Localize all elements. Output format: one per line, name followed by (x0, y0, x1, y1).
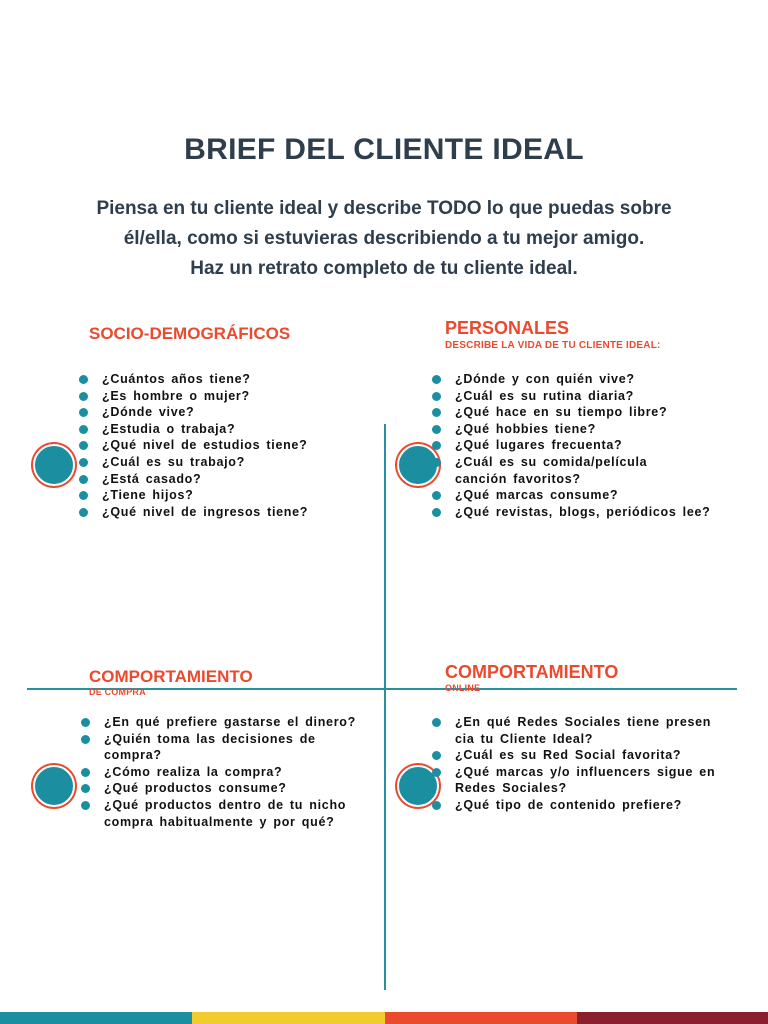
question-item (432, 404, 752, 421)
question-text: ¿Qué marcas y/o influencers sigue en (455, 764, 716, 779)
bullet-dot-icon (432, 375, 441, 384)
bullet-dot-icon (81, 801, 90, 810)
teal-circle-icon (33, 765, 75, 807)
bullet-dot-icon (79, 491, 88, 500)
bullet-dot-icon (432, 408, 441, 417)
color-bar-segment-teal (0, 1012, 192, 1024)
bullet-dot-icon (79, 508, 88, 517)
bullet-dot-icon (79, 441, 88, 450)
question-text: compra habitualmente y por qué? (104, 814, 335, 829)
color-bar-segment-orange (385, 1012, 577, 1024)
bullet-dot-icon (81, 735, 90, 744)
question-text: ¿Cuál es su rutina diaria? (455, 388, 635, 403)
question-item (79, 437, 369, 454)
question-item (432, 421, 752, 438)
section-heading-socio: SOCIO-DEMOGRÁFICOS (89, 324, 291, 343)
question-text: ¿Qué productos consume? (104, 781, 287, 796)
question-item (432, 747, 752, 764)
question-item (432, 714, 752, 747)
question-item (432, 437, 752, 454)
section-heading-online: COMPORTAMIENTO (445, 662, 619, 682)
question-text: ¿Quién toma las decisiones de (104, 731, 316, 746)
question-text: ¿Cuál es su Red Social favorita? (455, 748, 682, 763)
question-text: Redes Sociales? (455, 781, 567, 796)
question-text: ¿Es hombre o mujer? (102, 388, 250, 403)
question-item (79, 421, 369, 438)
question-item (432, 388, 752, 405)
question-text: ¿Cuál es su comida/película (455, 454, 648, 469)
page-title: BRIEF DEL CLIENTE IDEAL (184, 133, 584, 166)
question-text: cia tu Cliente Ideal? (455, 731, 594, 746)
question-text: ¿Dónde y con quién vive? (455, 372, 635, 386)
question-list-compra (81, 714, 371, 830)
question-text: ¿Cómo realiza la compra? (104, 764, 283, 779)
bullet-dot-icon (79, 375, 88, 384)
section-subheading-personales: DESCRIBE LA VIDA DE TU CLIENTE IDEAL: (445, 340, 661, 351)
bullet-dot-icon (432, 801, 441, 810)
color-bar-segment-maroon (577, 1012, 768, 1024)
question-list-personales (432, 371, 752, 520)
question-item (81, 797, 371, 830)
question-text: ¿Cuál es su trabajo? (102, 454, 245, 469)
bullet-dot-icon (432, 392, 441, 401)
bullet-dot-icon (432, 425, 441, 434)
question-text: canción favoritos? (455, 471, 581, 486)
bullet-dot-icon (79, 392, 88, 401)
question-text: ¿Qué hace en su tiempo libre? (455, 405, 668, 420)
teal-circle-icon (33, 444, 75, 486)
question-text: ¿Qué revistas, blogs, periódicos lee? (455, 504, 711, 519)
question-item (432, 454, 752, 487)
question-list-socio (79, 371, 369, 520)
question-item (79, 388, 369, 405)
bullet-dot-icon (79, 475, 88, 484)
bullet-dot-icon (81, 768, 90, 777)
question-item (81, 780, 371, 797)
question-text: ¿Estudia o trabaja? (102, 421, 236, 436)
question-text: ¿Qué lugares frecuenta? (455, 438, 623, 453)
question-text: compra? (104, 748, 162, 763)
question-text: ¿En qué prefiere gastarse el dinero? (104, 715, 356, 729)
question-item (81, 764, 371, 781)
question-text: ¿Qué productos dentro de tu nicho (104, 797, 347, 812)
intro-line: Haz un retrato completo de tu cliente ideal. (190, 258, 578, 279)
question-item (81, 731, 371, 764)
bullet-dot-icon (432, 508, 441, 517)
bullet-dot-icon (432, 491, 441, 500)
bullet-dot-icon (81, 784, 90, 793)
bullet-dot-icon (81, 718, 90, 727)
question-item (432, 764, 752, 797)
bullet-dot-icon (432, 458, 441, 467)
bullet-dot-icon (79, 425, 88, 434)
bullet-dot-icon (79, 458, 88, 467)
question-text: ¿Está casado? (102, 471, 202, 486)
section-subheading-compra: DE COMPRA (89, 687, 146, 697)
section-heading-personales: PERSONALES (445, 318, 570, 338)
question-item (79, 471, 369, 488)
question-item (432, 797, 752, 814)
vertical-divider (384, 424, 386, 990)
question-item (81, 714, 371, 731)
bullet-dot-icon (79, 408, 88, 417)
section-heading-compra: COMPORTAMIENTO (89, 667, 253, 686)
question-item (79, 487, 369, 504)
section-subheading-online: ONLINE (445, 683, 481, 693)
color-bar-segment-yellow (192, 1012, 385, 1024)
bullet-dot-icon (432, 718, 441, 727)
intro-line: él/ella, como si estuvieras describiendo a tu mejor amigo. (123, 228, 645, 249)
bullet-dot-icon (432, 751, 441, 760)
question-item (79, 454, 369, 471)
question-item (432, 371, 752, 388)
question-text: ¿Qué tipo de contenido prefiere? (455, 797, 682, 812)
question-text: ¿Qué nivel de ingresos tiene? (102, 504, 309, 519)
question-text: ¿En qué Redes Sociales tiene presen (455, 715, 712, 729)
question-item (79, 504, 369, 521)
intro-text (40, 194, 728, 284)
intro-line: Piensa en tu cliente ideal y describe TODO lo que puedas sobre (96, 198, 672, 219)
question-item (432, 487, 752, 504)
question-text: ¿Tiene hijos? (102, 488, 194, 503)
question-list-online (432, 714, 752, 814)
question-text: ¿Qué hobbies tiene? (455, 421, 596, 436)
bullet-dot-icon (432, 441, 441, 450)
bullet-dot-icon (432, 768, 441, 777)
question-item (79, 404, 369, 421)
question-item (432, 504, 752, 521)
question-text: ¿Cuántos años tiene? (102, 372, 251, 386)
question-text: ¿Qué nivel de estudios tiene? (102, 438, 308, 453)
question-text: ¿Dónde vive? (102, 405, 195, 420)
question-text: ¿Qué marcas consume? (455, 488, 619, 503)
question-item (79, 371, 369, 388)
